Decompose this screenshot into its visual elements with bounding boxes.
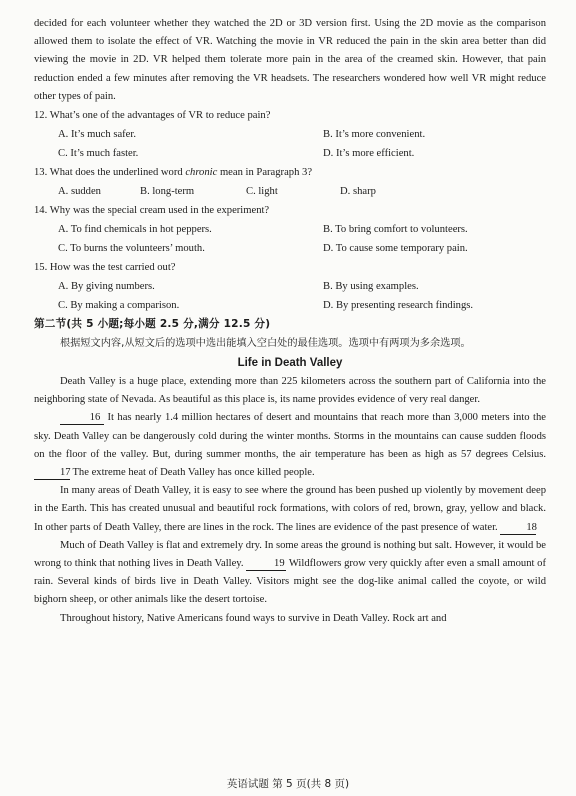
q13-stem-pre: 13. What does the underlined word (34, 167, 186, 179)
q13-stem-word: chronic (185, 167, 218, 179)
q14-option-c: C. To burns the volunteers’ mouth. (58, 243, 205, 255)
blank-17: 17 (34, 466, 70, 480)
question-15 (34, 258, 546, 315)
blank-19: 19 (246, 557, 286, 571)
q12-option-c: C. It’s much faster. (58, 148, 139, 160)
blank-16: 16 (60, 411, 104, 425)
article-paragraph-1: Death Valley is a huge place, extending more than 225 kilometers across the southern part of California into the neighboring state of Nevada. As beautiful as this place is, its name provides evidence of very real danger. (34, 376, 546, 406)
p2-text-2: The extreme heat of Death Valley has once killed people. (70, 467, 315, 479)
question-13 (34, 163, 546, 201)
passage-continuation: decided for each volunteer whether they watched the 2D or 3D version first. Using the 2D movie as the comparison allowed them to isolate the effect of VR. Watching the movie in VR reduced the pain in the skin area better than did viewing the movie in 2D. VR helped them tolerate more pain in the area of the creamed skin. However, that pain reduction ended a few minutes after removing the VR headsets. The researchers wondered how well VR might reduce other types of pain. (34, 18, 546, 102)
question-14-options (34, 220, 546, 258)
q12-option-d: D. It’s more efficient. (323, 148, 415, 160)
article-title: Life in Death Valley (237, 357, 343, 370)
q13-option-c: C. light (246, 186, 278, 198)
blank-18: 18 (500, 521, 536, 535)
q13-option-b: B. long-term (140, 186, 195, 198)
page-content (34, 15, 546, 628)
question-14-stem: 14. Why was the special cream used in the experiment? (34, 205, 270, 217)
question-15-options (34, 277, 546, 315)
article-paragraph-3 (34, 482, 546, 537)
question-12-options (34, 125, 546, 163)
p3-text: In many areas of Death Valley, it is easy to see where the ground has been pushed up violently by movement deep in the Earth. This has created unusual and beautiful rock formations, with colors of red, brown, gray, yellow and black. In other parts of Death Valley, there are lines in the rock. The lines are evidence of the past presence of water. (34, 485, 546, 533)
question-12 (34, 106, 546, 163)
question-15-stem: 15. How was the test carried out? (34, 262, 176, 274)
q15-option-d: D. By presenting research findings. (323, 300, 474, 312)
q15-option-a: A. By giving numbers. (58, 281, 155, 293)
question-13-stem (34, 163, 546, 182)
p4-text-2: Wildflowers grow very quickly after even a small amount of rain. Several kinds of birds live in Death Valley. Visitors might see the dog-like animal called the coyote, or wild bighorn sheep, or other animals like the desert tortoise. (34, 558, 546, 606)
article-paragraph-4 (34, 537, 546, 610)
q13-option-a: A. sudden (58, 186, 101, 198)
q14-option-b: B. To bring comfort to volunteers. (323, 224, 468, 236)
q14-option-d: D. To cause some temporary pain. (323, 243, 468, 255)
page-footer: 英语试题 第 5 页(共 8 页) (226, 778, 350, 790)
q13-stem-post: mean in Paragraph 3? (217, 167, 313, 179)
q15-option-c: C. By making a comparison. (58, 300, 180, 312)
question-12-stem: 12. What’s one of the advantages of VR to reduce pain? (34, 110, 271, 122)
article-paragraph-2 (34, 409, 546, 482)
article-paragraph-5: Throughout history, Native Americans found ways to survive in Death Valley. Rock art and (60, 612, 447, 624)
question-13-options (34, 182, 546, 201)
q15-option-b: B. By using examples. (323, 281, 419, 293)
p2-text-1: It has nearly 1.4 million hectares of desert and mountains that reach more than 3,000 meters into the sky. Death Valley can be dangerously cold during the winter months. Storms in the mountains can cause sudden floods on the floor of the valley. But, during summer months, the air temperature has been as high as 57 degrees Celsius. (34, 412, 546, 460)
p4-text-1: Much of Death Valley is flat and extremely dry. In some areas the ground is nothing but salt. However, it would be wrong to think that nothing lives in Death Valley. (34, 539, 546, 570)
q12-option-b: B. It’s more convenient. (323, 129, 426, 141)
q14-option-a: A. To find chemicals in hot peppers. (58, 224, 212, 236)
section-header: 第二节(共 5 小题;每小题 2.5 分,满分 12.5 分) (34, 318, 271, 331)
q13-option-d: D. sharp (340, 186, 376, 198)
q12-option-a: A. It’s much safer. (58, 129, 136, 141)
section-instructions: 根据短文内容,从短文后的选项中选出能填入空白处的最佳选项。选项中有两项为多余选项。 (60, 338, 471, 350)
question-14 (34, 201, 546, 258)
